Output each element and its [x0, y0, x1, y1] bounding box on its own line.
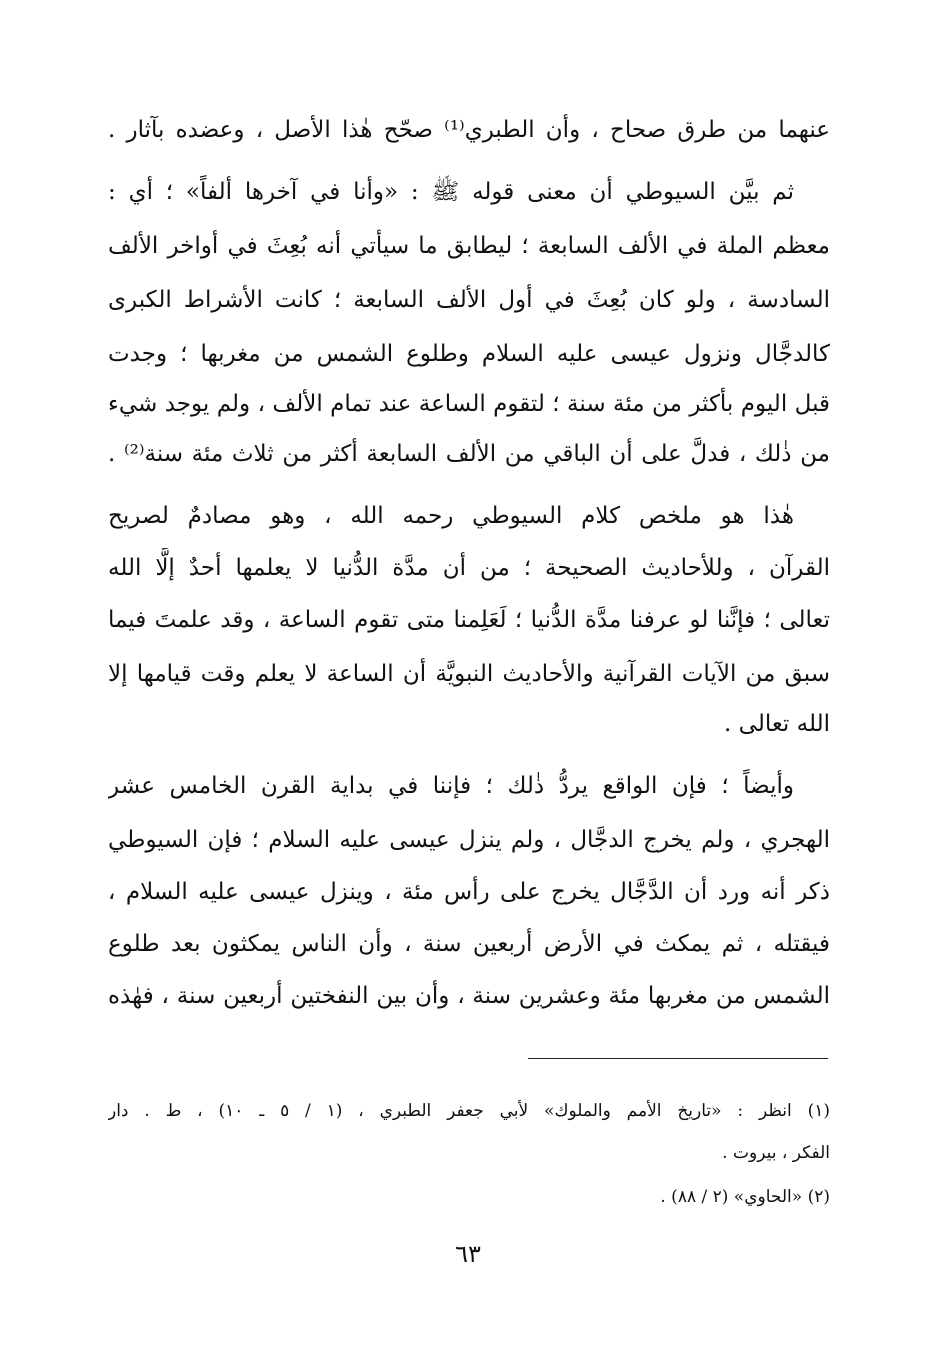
body-line: ذكر أنه ورد أن الدَّجَّال يخرج على رأس مئة ، وينزل عيسى عليه السلام ،: [108, 879, 830, 905]
body-line: الله تعالى .: [724, 711, 830, 737]
paragraph-start-line: وأيضاً ؛ فإن الواقع يردُّ ذٰلك ؛ فإننا في بداية القرن الخامس عشر: [108, 773, 794, 799]
body-line: السادسة ، ولو كان بُعِثَ في أول الألف السابعة ؛ كانت الأشراط الكبرى: [108, 287, 830, 313]
footnote-separator: [528, 1058, 828, 1059]
body-line: تعالى ؛ فإنَّنا لو عرفنا مدَّة الدُّنيا ؛ لَعَلِمنا متى تقوم الساعة ، وقد علمتَ فيما: [108, 607, 830, 633]
body-line: من ذٰلك ، فدلَّ على أن الباقي من الألف السابعة أكثر من ثلاث مئة سنة⁽²⁾ .: [108, 441, 830, 467]
footnote-line: (٢) «الحاوي» (٢ / ٨٨) .: [660, 1187, 830, 1207]
body-line: الهجري ، ولم يخرج الدجَّال ، ولم ينزل عيسى عليه السلام ؛ فإن السيوطي: [108, 827, 830, 853]
paragraph-start-line: هٰذا هو ملخص كلام السيوطي رحمه الله ، وهو مصادمٌ لصريح: [108, 503, 794, 529]
body-line: عنهما من طرق صحاح ، وأن الطبري⁽¹⁾ صحّح هٰذا الأصل ، وعضده بآثار .: [108, 117, 830, 143]
body-line: القرآن ، وللأحاديث الصحيحة ؛ من أن مدَّة الدُّنيا لا يعلمها أحدٌ إلَّا الله: [108, 555, 830, 581]
footnote-line: الفكر ، بيروت .: [722, 1143, 830, 1163]
body-line: قبل اليوم بأكثر من مئة سنة ؛ لتقوم الساعة عند تمام الألف ، ولم يوجد شيء: [108, 391, 830, 417]
paragraph-start-line: ثم بيَّن السيوطي أن معنى قوله ﷺ : «وأنا في آخرها ألفاً» ؛ أي :: [108, 179, 794, 205]
body-line: سبق من الآيات القرآنية والأحاديث النبويَّة أن الساعة لا يعلم وقت قيامها إلا: [108, 661, 830, 687]
body-line: فيقتله ، ثم يمكث في الأرض أربعين سنة ، وأن الناس يمكثون بعد طلوع: [108, 931, 830, 957]
body-line: كالدجَّال ونزول عيسى عليه السلام وطلوع الشمس من مغربها ؛ وجدت: [108, 341, 830, 367]
body-line: الشمس من مغربها مئة وعشرين سنة ، وأن بين النفختين أربعين سنة ، فهٰذه: [108, 983, 830, 1009]
footnote-line: (١) انظر : «تاريخ الأمم والملوك» لأبي جعفر الطبري ، (١ / ٥ ـ ١٠) ، ط . دار: [108, 1101, 830, 1121]
page-number: ٦٣: [455, 1240, 481, 1268]
body-line: معظم الملة في الألف السابعة ؛ ليطابق ما سيأتي أنه بُعِثَ في أواخر الألف: [108, 233, 830, 259]
